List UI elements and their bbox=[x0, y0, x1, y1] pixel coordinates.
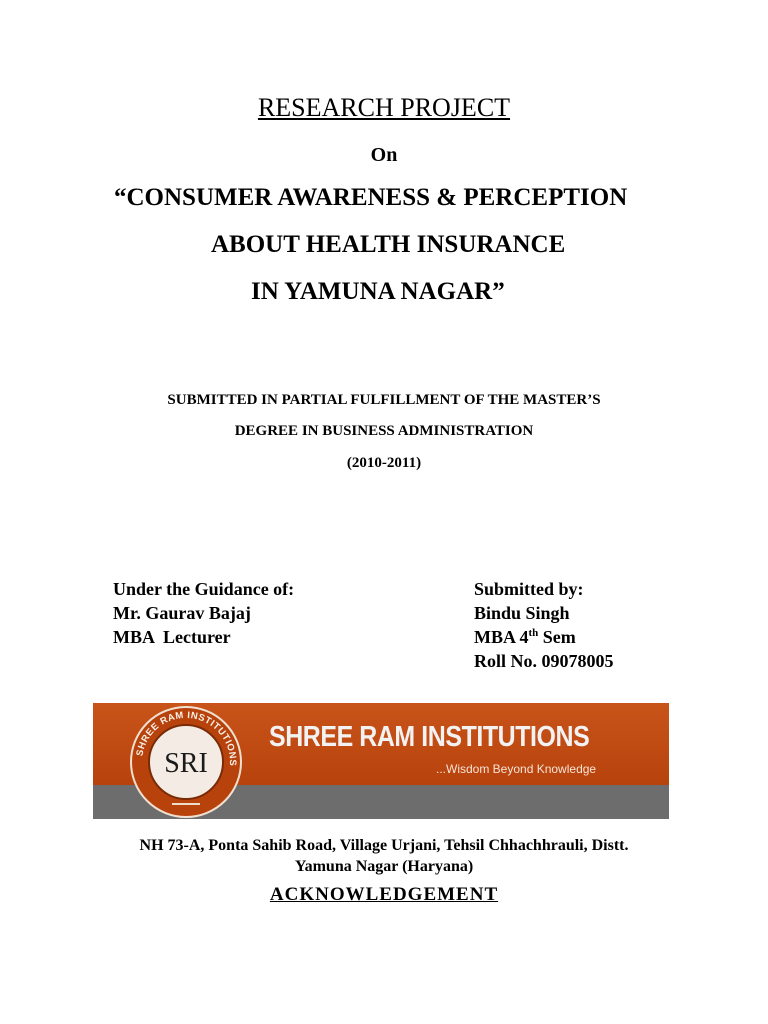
guidance-heading: Under the Guidance of: bbox=[113, 579, 295, 599]
course-suffix: Sem bbox=[538, 627, 576, 647]
topic-line-3: IN YAMUNA NAGAR” bbox=[251, 278, 505, 305]
institution-banner bbox=[93, 703, 669, 819]
institution-address bbox=[0, 835, 768, 877]
course-sup: th bbox=[528, 627, 539, 639]
submission-line-2: DEGREE IN BUSINESS ADMINISTRATION bbox=[234, 423, 534, 439]
topic-line-1: “CONSUMER AWARENESS & PERCEPTION bbox=[114, 184, 628, 211]
topic-line-2: ABOUT HEALTH INSURANCE bbox=[211, 231, 566, 258]
institution-seal-logo bbox=[129, 705, 243, 819]
institution-name: SHREE RAM INSTITUTIONS bbox=[269, 721, 590, 753]
seal-ring-text: SHREE RAM INSTITUTIONS bbox=[134, 709, 239, 767]
course-prefix: MBA 4 bbox=[474, 627, 529, 647]
seal-initials: SRI bbox=[164, 748, 208, 779]
guide-designation: MBA Lecturer bbox=[113, 627, 231, 647]
guide-name: Mr. Gaurav Bajaj bbox=[113, 603, 251, 623]
institution-tagline: ...Wisdom Beyond Knowledge bbox=[436, 762, 597, 776]
guidance-block bbox=[113, 577, 294, 649]
submission-line-1: SUBMITTED IN PARTIAL FULFILLMENT OF THE MASTER’S bbox=[167, 392, 601, 408]
student-name: Bindu Singh bbox=[474, 603, 570, 623]
acknowledgement-heading: ACKNOWLEDGEMENT bbox=[269, 884, 499, 905]
on-label: On bbox=[370, 144, 398, 166]
submitted-by-heading: Submitted by: bbox=[474, 579, 584, 599]
address-line-1: NH 73-A, Ponta Sahib Road, Village Urjani, Tehsil Chhachhrauli, Distt. bbox=[139, 837, 629, 854]
session-years: (2010-2011) bbox=[346, 455, 422, 471]
address-line-2: Yamuna Nagar (Haryana) bbox=[294, 858, 474, 875]
roll-number: Roll No. 09078005 bbox=[474, 651, 614, 671]
submitted-by-block bbox=[474, 577, 614, 673]
document-title: RESEARCH PROJECT bbox=[257, 93, 511, 122]
student-course bbox=[474, 625, 614, 649]
